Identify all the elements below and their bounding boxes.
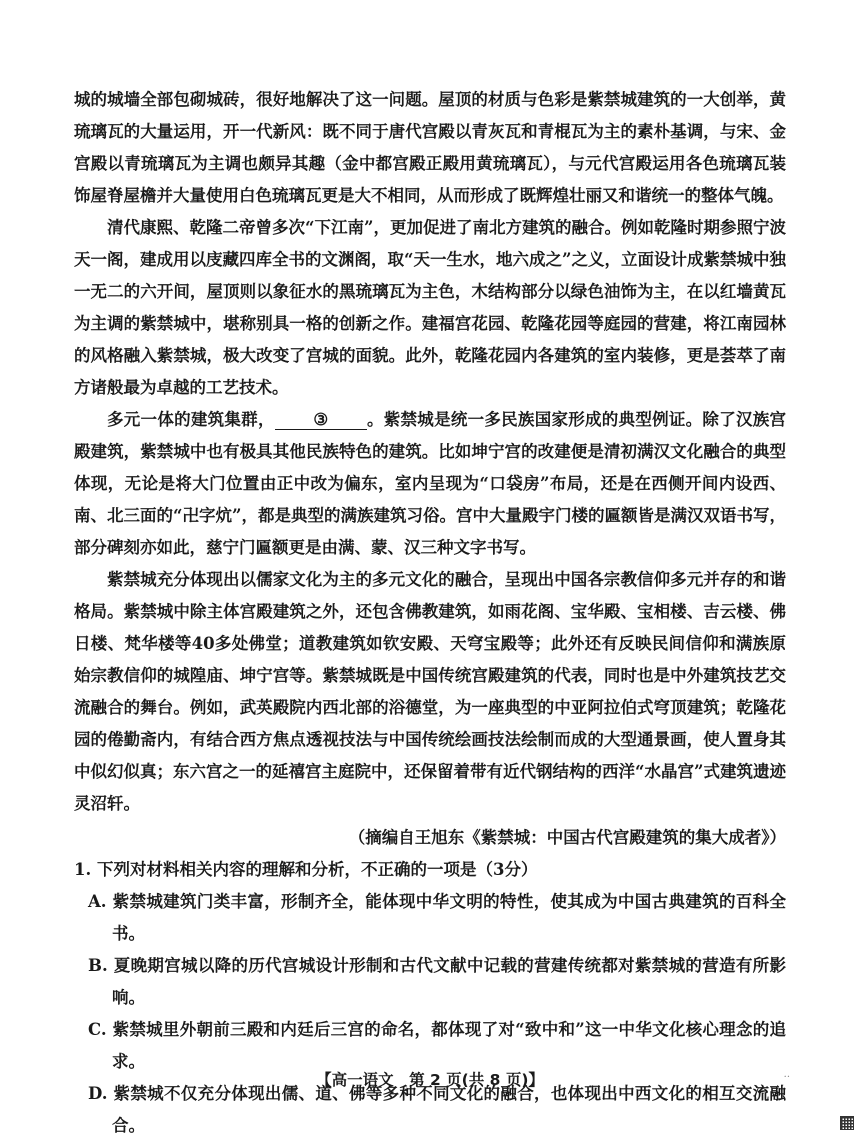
article-paragraph-3	[74, 404, 786, 564]
option-c: C. 紫禁城里外朝前三殿和内廷后三宫的命名，都体现了对“致中和”这一中华文化核心理念的追求。	[88, 1020, 786, 1071]
para3-after-blank: 。紫禁城是统一多民族国家形成的典型例证。除了汉族宫殿建筑，紫禁城中也有极具其他民族特色的建筑。比如坤宁宫的改建便是清初满汉文化融合的典型体现，无论是将大门位置由正中改为偏东，室内呈现为“口袋房”布局，还是在西侧开间内设西、南、北三面的“卍字炕”，都是典型的满族建筑习俗。宫中大量殿宇门楼的匾额皆是满汉双语书写，部分碑刻亦如此，慈宁门匾额更是由满、蒙、汉三种文字书写。	[74, 410, 787, 557]
article-paragraph-1: 城的城墙全部包砌城砖，很好地解决了这一问题。屋顶的材质与色彩是紫禁城建筑的一大创举，黄琉璃瓦的大量运用，开一代新风：既不同于唐代宫殿以青灰瓦和青棍瓦为主的素朴基调，与宋、金宫殿以青琉璃瓦为主调也颇异其趣（金中都宫殿正殿用黄琉璃瓦），与元代宫殿运用各色琉璃瓦装饰屋脊屋檐并大量使用白色琉璃瓦更是大不相同，从而形成了既辉煌壮丽又和谐统一的整体气魄。	[74, 90, 786, 205]
qr-code-icon	[840, 1116, 854, 1130]
option-b: B. 夏晚期宫城以降的历代宫城设计形制和古代文献中记载的营建传统都对紫禁城的营造有所影响。	[88, 956, 786, 1007]
para3-before-blank: 多元一体的建筑集群，	[107, 410, 275, 429]
article-source: （摘编自王旭东《紫禁城：中国古代宫殿建筑的集大成者》）	[348, 828, 786, 847]
article-paragraph-4: 紫禁城充分体现出以儒家文化为主的多元文化的融合，呈现出中国各宗教信仰多元并存的和谐格局。紫禁城中除主体宫殿建筑之外，还包含佛教建筑，如雨花阁、宝华殿、宝相楼、吉云楼、佛日楼、梵华楼等40多处佛堂；道教建筑如钦安殿、天穹宝殿等；此外还有反映民间信仰和满族原始宗教信仰的城隍庙、坤宁宫等。紫禁城既是中国传统宫殿建筑的代表，同时也是中外建筑技艺交流融合的舞台。例如，武英殿院内西北部的浴德堂，为一座典型的中亚阿拉伯式穹顶建筑；乾隆花园的倦勤斋内，有结合西方焦点透视技法与中国传统绘画技法绘制而成的大型通景画，使人置身其中似幻似真；东六宫之一的延禧宫主庭院中，还保留着带有近代钢结构的西洋“水晶宫”式建筑遗迹灵沼轩。	[74, 570, 786, 813]
option-a: A. 紫禁城建筑门类丰富，形制齐全，能体现中华文明的特性，使其成为中国古典建筑的百科全书。	[88, 892, 786, 943]
page-footer: 【高一语文 第 2 页(共 8 页)】	[316, 1071, 544, 1089]
fill-blank-3: ③	[275, 411, 367, 430]
article-paragraph-2: 清代康熙、乾隆二帝曾多次“下江南”，更加促进了南北方建筑的融合。例如乾隆时期参照宁波天一阁，建成用以庋藏四库全书的文渊阁，取“天一生水，地六成之”之义，立面设计成紫禁城中独一无二的六开间，屋顶则以象征水的黑琉璃瓦为主色，木结构部分以绿色油饰为主，在以红墙黄瓦为主调的紫禁城中，堪称别具一格的创新之作。建福宫花园、乾隆花园等庭园的营建，将江南园林的风格融入紫禁城，极大改变了宫城的面貌。此外，乾隆花园内各建筑的室内装修，更是荟萃了南方诸般最为卓越的工艺技术。	[74, 218, 786, 397]
option-d: D. 紫禁城不仅充分体现出儒、道、佛等多种不同文化的融合，也体现出中西文化的相互交流融合。	[88, 1084, 786, 1135]
question-stem: 1. 下列对材料相关内容的理解和分析，不正确的一项是（3分）	[74, 860, 538, 879]
question-1	[74, 854, 786, 1142]
footer-mark: ··	[783, 1072, 790, 1083]
watermark	[840, 1116, 854, 1130]
page-content	[74, 84, 786, 1142]
